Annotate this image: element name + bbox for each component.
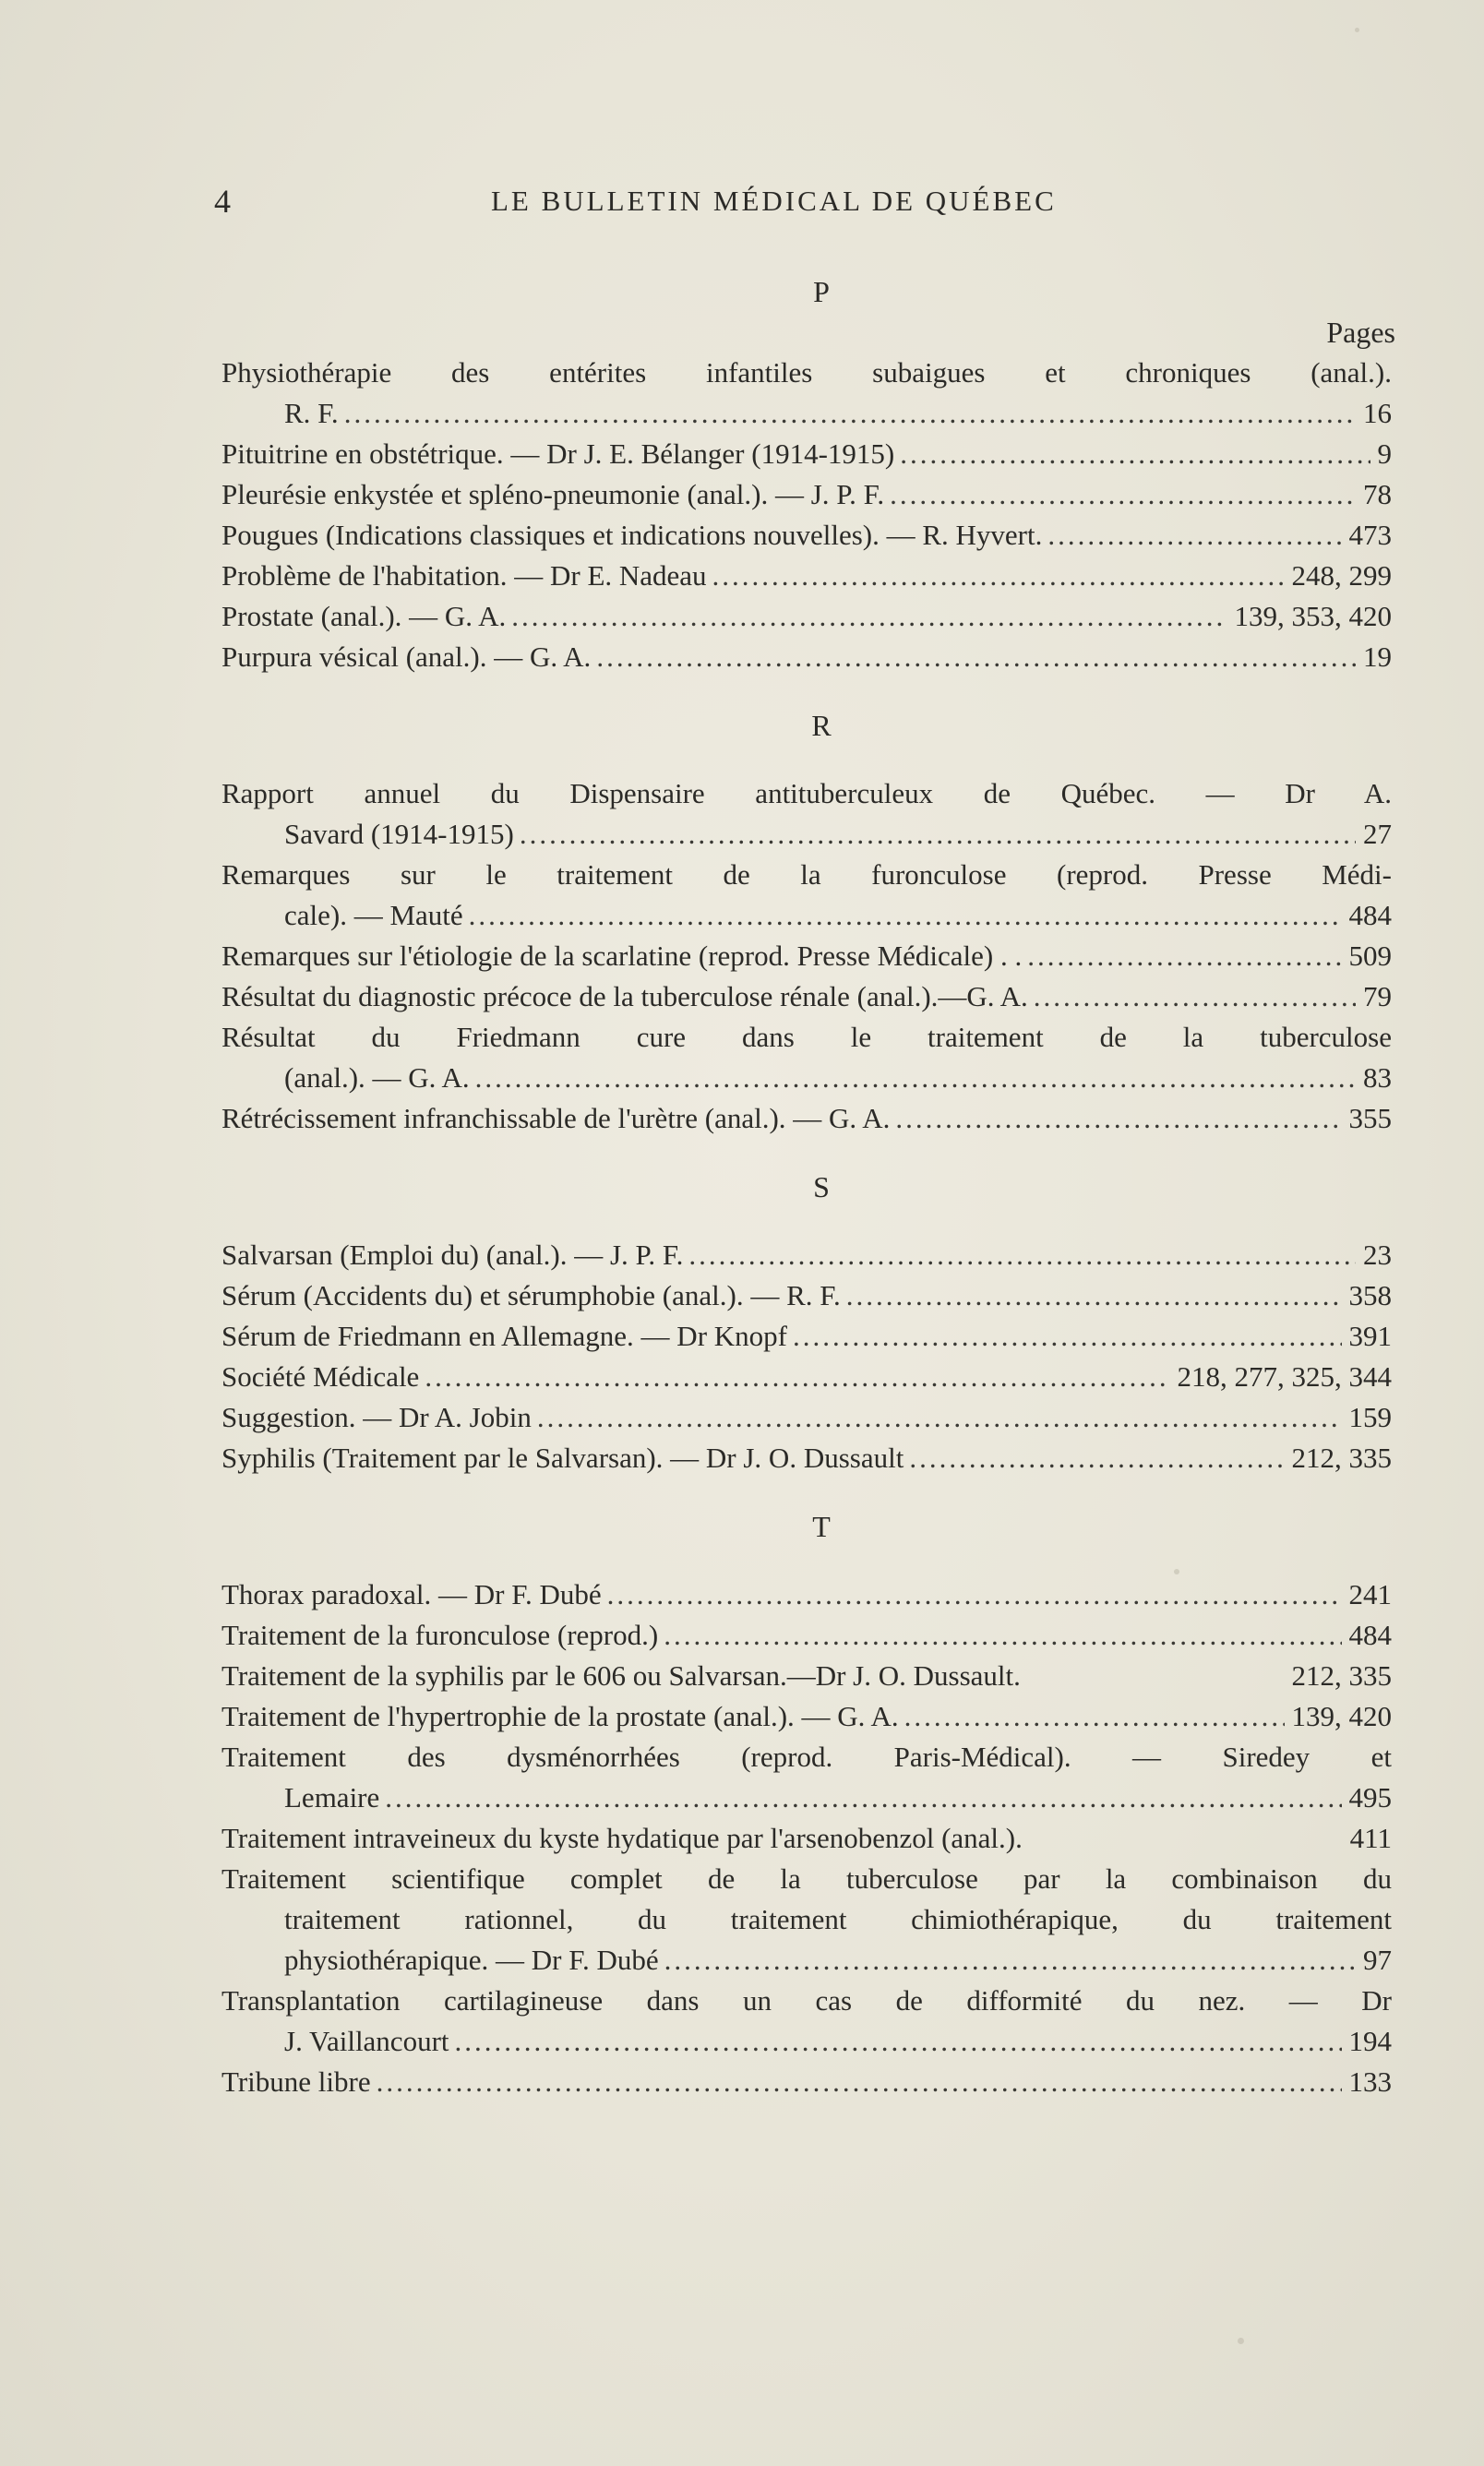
section-letter: T bbox=[812, 1510, 831, 1543]
entry-title-line: Transplantation cartilagineuse dans un cas de difformité du nez. — Dr bbox=[221, 1984, 1392, 2017]
dot-leader bbox=[377, 2062, 1342, 2102]
entry-last-line bbox=[221, 1357, 1392, 1397]
pages-column-label: Pages bbox=[1326, 316, 1395, 349]
dot-leader bbox=[688, 1235, 1356, 1275]
index-entry bbox=[221, 353, 1394, 434]
entry-page-numbers: 241 bbox=[1348, 1578, 1392, 1610]
entry-page-numbers: 133 bbox=[1348, 2065, 1392, 2098]
index-entry bbox=[221, 1615, 1394, 1656]
index-entry bbox=[221, 1438, 1394, 1478]
entry-page-numbers: 16 bbox=[1363, 397, 1392, 429]
index-entry bbox=[221, 515, 1394, 556]
index-entry bbox=[221, 1656, 1394, 1696]
index-entry bbox=[221, 596, 1394, 637]
index-entry bbox=[221, 936, 1394, 976]
entry-title: Remarques sur l'étiologie de la scarlatine (reprod. Presse Médicale) . . bbox=[221, 940, 1023, 972]
dot-leader bbox=[511, 596, 1227, 637]
entry-last-line bbox=[221, 1438, 1392, 1478]
index-content bbox=[221, 271, 1394, 2102]
entry-last-line bbox=[221, 1235, 1392, 1275]
index-entry bbox=[221, 1574, 1394, 1615]
dot-leader bbox=[385, 1778, 1341, 1818]
entry-last-line bbox=[221, 1696, 1392, 1737]
entry-title: Savard (1914-1915) bbox=[284, 818, 514, 850]
entry-title: Rétrécissement infranchissable de l'urètre (anal.). — G. A. bbox=[221, 1102, 891, 1134]
entry-page-numbers: 411 bbox=[1349, 1822, 1392, 1854]
index-entry bbox=[221, 773, 1394, 855]
entry-last-line bbox=[221, 1940, 1392, 1981]
entry-page-numbers: 495 bbox=[1348, 1781, 1392, 1814]
entry-title: Thorax paradoxal. — Dr F. Dubé bbox=[221, 1578, 602, 1610]
entry-last-line bbox=[221, 1397, 1392, 1438]
entry-title: Salvarsan (Emploi du) (anal.). — J. P. F. bbox=[221, 1239, 684, 1271]
entry-last-line bbox=[221, 1574, 1392, 1615]
entry-title: Traitement intraveineux du kyste hydatique par l'arsenobenzol (anal.). bbox=[221, 1822, 1023, 1854]
dot-leader bbox=[890, 474, 1356, 515]
entry-page-numbers: 139, 353, 420 bbox=[1234, 600, 1392, 632]
entry-last-line bbox=[221, 474, 1392, 515]
section-letter: R bbox=[811, 709, 832, 742]
entry-last-line bbox=[221, 393, 1392, 434]
entry-title-line: Physiothérapie des entérites infantiles subaigues et chroniques (anal.). bbox=[221, 356, 1392, 389]
dot-leader bbox=[537, 1397, 1342, 1438]
entry-page-numbers: 484 bbox=[1348, 899, 1392, 931]
entry-page-numbers: 19 bbox=[1363, 640, 1392, 673]
entry-title: J. Vaillancourt bbox=[284, 2025, 449, 2057]
entry-title: Tribune libre bbox=[221, 2065, 371, 2098]
dot-leader bbox=[909, 1438, 1284, 1478]
entry-last-line bbox=[221, 1615, 1392, 1656]
index-entry bbox=[221, 1098, 1394, 1139]
entry-title-line: Résultat du Friedmann cure dans le traitement de la tuberculose bbox=[221, 1021, 1392, 1053]
entry-last-line bbox=[221, 1275, 1392, 1316]
dot-leader bbox=[607, 1574, 1342, 1615]
dot-leader bbox=[455, 2021, 1342, 2062]
entry-title: Suggestion. — Dr A. Jobin bbox=[221, 1401, 532, 1433]
entry-title: Problème de l'habitation. — Dr E. Nadeau bbox=[221, 559, 707, 592]
entry-title-line: traitement rationnel, du traitement chimiothérapique, du traitement bbox=[284, 1903, 1392, 1935]
index-entry bbox=[221, 1275, 1394, 1316]
running-title: LE BULLETIN MÉDICAL DE QUÉBEC bbox=[491, 185, 1057, 217]
dot-leader bbox=[664, 1615, 1341, 1656]
entry-page-numbers: 248, 299 bbox=[1291, 559, 1392, 592]
entry-last-line bbox=[221, 556, 1392, 596]
dot-leader bbox=[846, 1275, 1342, 1316]
entry-last-line bbox=[221, 434, 1392, 474]
entry-last-line bbox=[221, 596, 1392, 637]
entry-page-numbers: 78 bbox=[1363, 478, 1392, 510]
entry-title: (anal.). — G. A. bbox=[284, 1061, 470, 1094]
entry-page-numbers: 97 bbox=[1363, 1944, 1392, 1976]
entry-page-numbers: 79 bbox=[1363, 980, 1392, 1012]
entry-page-numbers: 473 bbox=[1348, 519, 1392, 551]
entry-title: Purpura vésical (anal.). — G. A. bbox=[221, 640, 592, 673]
dot-leader bbox=[900, 434, 1370, 474]
dot-leader bbox=[469, 895, 1342, 936]
entry-title-line: Rapport annuel du Dispensaire antituberculeux de Québec. — Dr A. bbox=[221, 777, 1392, 809]
entry-last-line bbox=[221, 2062, 1392, 2102]
entry-last-line bbox=[221, 895, 1392, 936]
entry-title: Pituitrine en obstétrique. — Dr J. E. Bélanger (1914-1915) bbox=[221, 437, 895, 470]
entry-title: physiothérapique. — Dr F. Dubé bbox=[284, 1944, 659, 1976]
entry-title: Pougues (Indications classiques et indications nouvelles). — R. Hyvert. bbox=[221, 519, 1043, 551]
entry-page-numbers: 139, 420 bbox=[1291, 1700, 1392, 1732]
index-entry bbox=[221, 1859, 1394, 1981]
entry-last-line bbox=[221, 814, 1392, 855]
entry-last-line bbox=[221, 515, 1392, 556]
entry-title: Traitement de la syphilis par le 606 ou Salvarsan.—Dr J. O. Dussault. bbox=[221, 1659, 1021, 1692]
dot-leader bbox=[596, 637, 1356, 677]
entry-title: Traitement de l'hypertrophie de la prostate (anal.). — G. A. bbox=[221, 1700, 899, 1732]
dot-leader bbox=[712, 556, 1285, 596]
index-entry bbox=[221, 474, 1394, 515]
paper-speck bbox=[1174, 1569, 1179, 1574]
entry-title: Lemaire bbox=[284, 1781, 380, 1814]
dot-leader bbox=[1047, 515, 1341, 556]
entry-title: Prostate (anal.). — G. A. bbox=[221, 600, 507, 632]
entry-title-line: Traitement des dysménorrhées (reprod. Paris-Médical). — Siredey et bbox=[221, 1741, 1392, 1773]
dot-leader bbox=[475, 1058, 1356, 1098]
index-entry bbox=[221, 1316, 1394, 1357]
dot-leader bbox=[664, 1940, 1356, 1981]
index-entry bbox=[221, 1397, 1394, 1438]
entry-last-line bbox=[221, 1098, 1392, 1139]
paper-speck bbox=[1355, 28, 1359, 32]
section-letter: P bbox=[813, 275, 830, 308]
index-entry bbox=[221, 1696, 1394, 1737]
dot-leader bbox=[904, 1696, 1285, 1737]
entry-title: R. F. bbox=[284, 397, 339, 429]
index-entry bbox=[221, 1818, 1394, 1859]
entry-page-numbers: 194 bbox=[1348, 2025, 1392, 2057]
entry-title: Société Médicale bbox=[221, 1360, 420, 1393]
entry-title: Sérum de Friedmann en Allemagne. — Dr Knopf bbox=[221, 1320, 787, 1352]
dot-leader bbox=[895, 1098, 1341, 1139]
index-entry bbox=[221, 1235, 1394, 1275]
entry-last-line bbox=[221, 976, 1392, 1017]
index-entry bbox=[221, 434, 1394, 474]
section-letter: S bbox=[813, 1170, 830, 1203]
entry-page-numbers: 212, 335 bbox=[1291, 1442, 1392, 1474]
dot-leader bbox=[344, 393, 1356, 434]
entry-page-numbers: 218, 277, 325, 344 bbox=[1177, 1360, 1392, 1393]
entry-title: Pleurésie enkystée et spléno-pneumonie (anal.). — J. P. F. bbox=[221, 478, 885, 510]
entry-page-numbers: 9 bbox=[1377, 437, 1392, 470]
index-entry bbox=[221, 1017, 1394, 1098]
index-entry bbox=[221, 1737, 1394, 1818]
index-entry bbox=[221, 1981, 1394, 2062]
running-header bbox=[214, 181, 1395, 221]
entry-page-numbers: 27 bbox=[1363, 818, 1392, 850]
dot-leader bbox=[520, 814, 1356, 855]
entry-page-numbers: 212, 335 bbox=[1291, 1659, 1392, 1692]
entry-page-numbers: 159 bbox=[1348, 1401, 1392, 1433]
entry-last-line bbox=[221, 1058, 1392, 1098]
index-entry bbox=[221, 855, 1394, 936]
entry-page-numbers: 23 bbox=[1363, 1239, 1392, 1271]
dot-leader bbox=[793, 1316, 1342, 1357]
page-number: 4 bbox=[214, 183, 231, 220]
entry-last-line bbox=[221, 1656, 1392, 1696]
dot-leader bbox=[425, 1357, 1169, 1397]
entry-title: Traitement de la furonculose (reprod.) bbox=[221, 1619, 659, 1651]
entry-last-line bbox=[221, 1818, 1392, 1859]
entry-title: Sérum (Accidents du) et sérumphobie (anal.). — R. F. bbox=[221, 1279, 841, 1311]
entry-page-numbers: 83 bbox=[1363, 1061, 1392, 1094]
entry-title-line: Traitement scientifique complet de la tuberculose par la combinaison du bbox=[221, 1862, 1392, 1895]
dot-leader bbox=[1027, 936, 1341, 976]
index-entry bbox=[221, 637, 1394, 677]
entry-last-line bbox=[221, 1316, 1392, 1357]
entry-page-numbers: 358 bbox=[1348, 1279, 1392, 1311]
entry-last-line bbox=[221, 936, 1392, 976]
entry-page-numbers: 355 bbox=[1348, 1102, 1392, 1134]
index-entry bbox=[221, 976, 1394, 1017]
entry-page-numbers: 484 bbox=[1348, 1619, 1392, 1651]
entry-title: Syphilis (Traitement par le Salvarsan). — Dr J. O. Dussault bbox=[221, 1442, 904, 1474]
entry-title: Résultat du diagnostic précoce de la tuberculose rénale (anal.).—G. A. bbox=[221, 980, 1028, 1012]
index-entry bbox=[221, 2062, 1394, 2102]
index-entry bbox=[221, 1357, 1394, 1397]
entry-page-numbers: 391 bbox=[1348, 1320, 1392, 1352]
entry-last-line bbox=[221, 1778, 1392, 1818]
dot-leader bbox=[1034, 976, 1356, 1017]
entry-last-line bbox=[221, 637, 1392, 677]
entry-last-line bbox=[221, 2021, 1392, 2062]
entry-title: cale). — Mauté bbox=[284, 899, 463, 931]
paper-speck bbox=[1238, 2338, 1244, 2344]
index-entry bbox=[221, 556, 1394, 596]
entry-title-line: Remarques sur le traitement de la furonculose (reprod. Presse Médi- bbox=[221, 858, 1392, 891]
entry-page-numbers: 509 bbox=[1348, 940, 1392, 972]
